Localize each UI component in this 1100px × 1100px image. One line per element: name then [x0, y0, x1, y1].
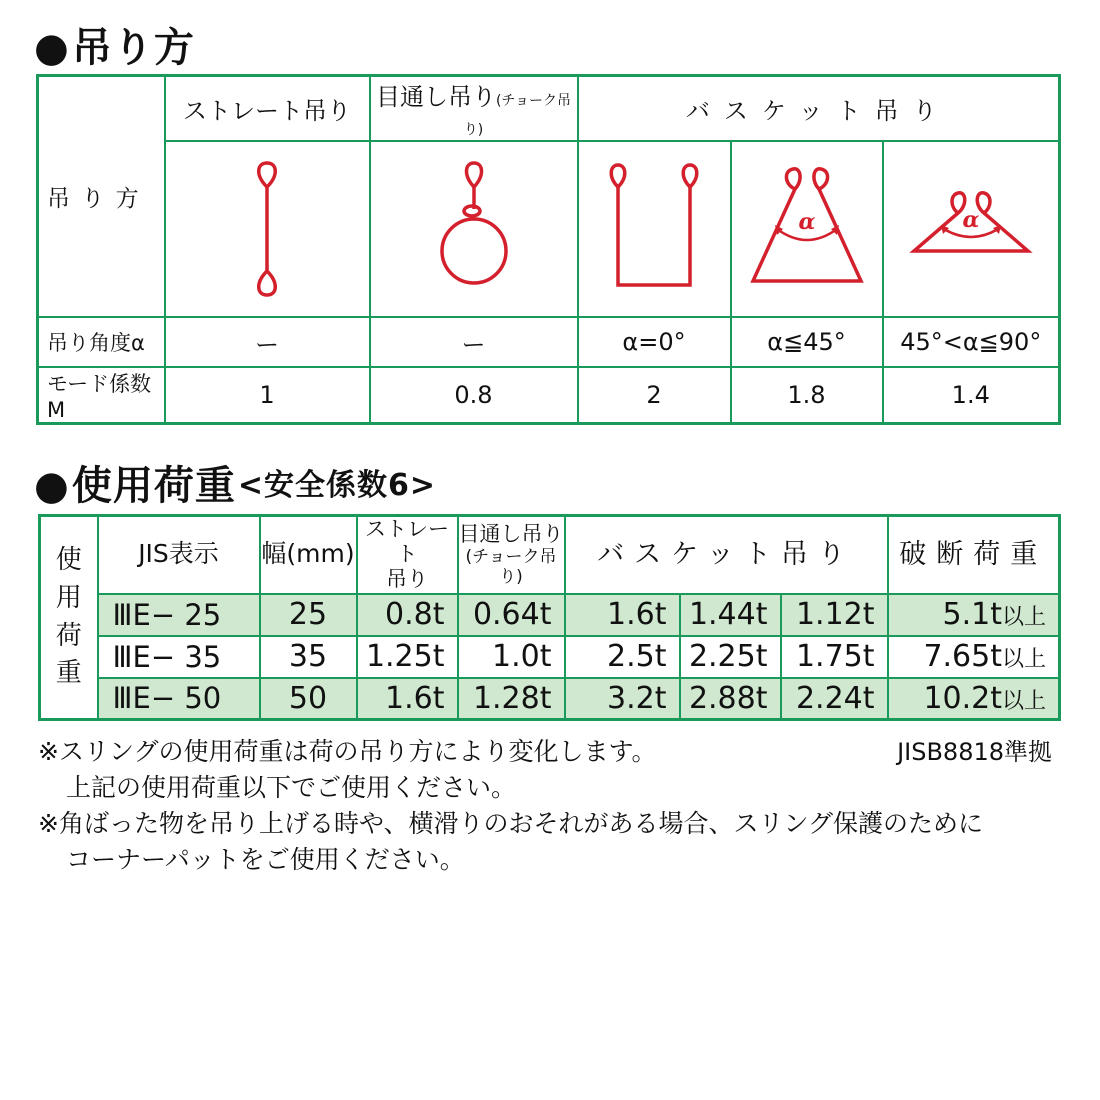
choke-load-cell: 1.0t	[458, 636, 565, 678]
table-row	[40, 678, 1060, 720]
basket-45-sling-icon	[747, 159, 867, 299]
working-load-table	[38, 514, 1061, 721]
jis-cell: ⅢE− 50	[98, 678, 260, 720]
diagram-straight-cell	[165, 141, 370, 317]
angle-value: α≦45°	[731, 317, 883, 367]
header-width: 幅(mm)	[260, 516, 357, 594]
width-cell: 50	[260, 678, 357, 720]
side-label-cell	[40, 516, 98, 720]
choke-sling-icon	[429, 159, 519, 299]
break-load-value: 5.1t	[942, 597, 1002, 633]
header-straight-line1: ストレート	[365, 517, 449, 567]
section-title-lifting-methods	[34, 25, 195, 71]
basket-load-cell: 2.5t	[565, 636, 680, 678]
break-load-cell	[888, 678, 1060, 720]
diagram-basket-90-cell	[883, 141, 1060, 317]
bullet-icon: ●	[34, 25, 70, 71]
choke-load-cell: 0.64t	[458, 594, 565, 636]
basket-load-cell: 2.24t	[781, 678, 888, 720]
row-label-angle: 吊り角度α	[38, 317, 165, 367]
choke-load-cell: 1.28t	[458, 678, 565, 720]
standard-reference: JISB8818準拠	[897, 738, 1052, 766]
header-basket: バスケット吊り	[578, 76, 1060, 142]
mode-factor-value: 2	[578, 367, 731, 424]
side-label: 使用荷重	[55, 545, 82, 689]
mode-factor-value: 1.8	[731, 367, 883, 424]
break-load-cell	[888, 636, 1060, 678]
diagram-basket-0-cell	[578, 141, 731, 317]
basket-vertical-sling-icon	[604, 159, 704, 299]
section-title-working-load	[34, 463, 437, 509]
angle-value: 45°<α≦90°	[883, 317, 1060, 367]
straight-load-cell: 1.6t	[357, 678, 458, 720]
header-choke-sub: (チョーク吊り)	[463, 93, 572, 138]
header-choke	[370, 76, 578, 142]
header-basket: バスケット吊り	[565, 516, 888, 594]
bullet-icon: ●	[34, 463, 70, 509]
header-straight: ストレート吊り	[165, 76, 370, 142]
basket-load-cell: 1.44t	[680, 594, 781, 636]
note-line: ※スリングの使用荷重は荷の吊り方により変化します。	[38, 737, 657, 766]
basket-load-cell: 1.12t	[781, 594, 888, 636]
break-load-value: 10.2t	[923, 680, 1002, 716]
alpha-label: α	[798, 209, 815, 235]
header-choke-line2: (チョーク吊り)	[465, 546, 557, 588]
angle-value: ー	[370, 317, 578, 367]
note-line: コーナーパットをご使用ください。	[66, 845, 465, 874]
diagram-basket-45-cell	[731, 141, 883, 317]
note-line: ※角ばった物を吊り上げる時や、横滑りのおそれがある場合、スリング保護のために	[38, 809, 983, 838]
angle-value: α=0°	[578, 317, 731, 367]
straight-load-cell: 0.8t	[357, 594, 458, 636]
mode-factor-value: 1.4	[883, 367, 1060, 424]
section-title-text: 使用荷重	[71, 463, 236, 509]
basket-load-cell: 1.75t	[781, 636, 888, 678]
mode-factor-value: 0.8	[370, 367, 578, 424]
note-line: 上記の使用荷重以下でご使用ください。	[66, 773, 517, 802]
jis-cell: ⅢE− 25	[98, 594, 260, 636]
note-item	[38, 806, 1068, 878]
table-row	[40, 636, 1060, 678]
row-label-method: 吊 り 方	[38, 76, 165, 318]
row-label-mode: モード係数M	[38, 367, 165, 424]
basket-load-cell: 2.88t	[680, 678, 781, 720]
unit-suffix: 以上	[1002, 605, 1047, 631]
straight-sling-icon	[237, 159, 297, 299]
basket-load-cell: 1.6t	[565, 594, 680, 636]
width-cell: 25	[260, 594, 357, 636]
notes	[38, 734, 1068, 878]
header-jis: JIS表示	[98, 516, 260, 594]
section-title-text: 吊り方	[71, 25, 195, 71]
note-item	[38, 734, 1068, 806]
mode-factor-value: 1	[165, 367, 370, 424]
header-choke	[458, 516, 565, 594]
jis-cell: ⅢE− 35	[98, 636, 260, 678]
diagram-choke-cell	[370, 141, 578, 317]
straight-load-cell: 1.25t	[357, 636, 458, 678]
section-subtitle: <安全係数6>	[237, 468, 437, 503]
unit-suffix: 以上	[1002, 647, 1047, 673]
header-choke-main: 目通し吊り	[375, 83, 496, 111]
header-straight-line2: 吊り	[386, 567, 428, 592]
header-straight	[357, 516, 458, 594]
angle-value: ー	[165, 317, 370, 367]
unit-suffix: 以上	[1002, 688, 1047, 714]
width-cell: 35	[260, 636, 357, 678]
header-choke-line1: 目通し吊り	[458, 521, 564, 546]
alpha-label: α	[962, 207, 980, 233]
break-load-value: 7.65t	[923, 639, 1002, 675]
table-row	[40, 594, 1060, 636]
basket-90-sling-icon	[906, 159, 1036, 299]
header-break-load: 破断荷重	[888, 516, 1060, 594]
basket-load-cell: 3.2t	[565, 678, 680, 720]
basket-load-cell: 2.25t	[680, 636, 781, 678]
break-load-cell	[888, 594, 1060, 636]
lifting-method-table	[36, 74, 1061, 425]
